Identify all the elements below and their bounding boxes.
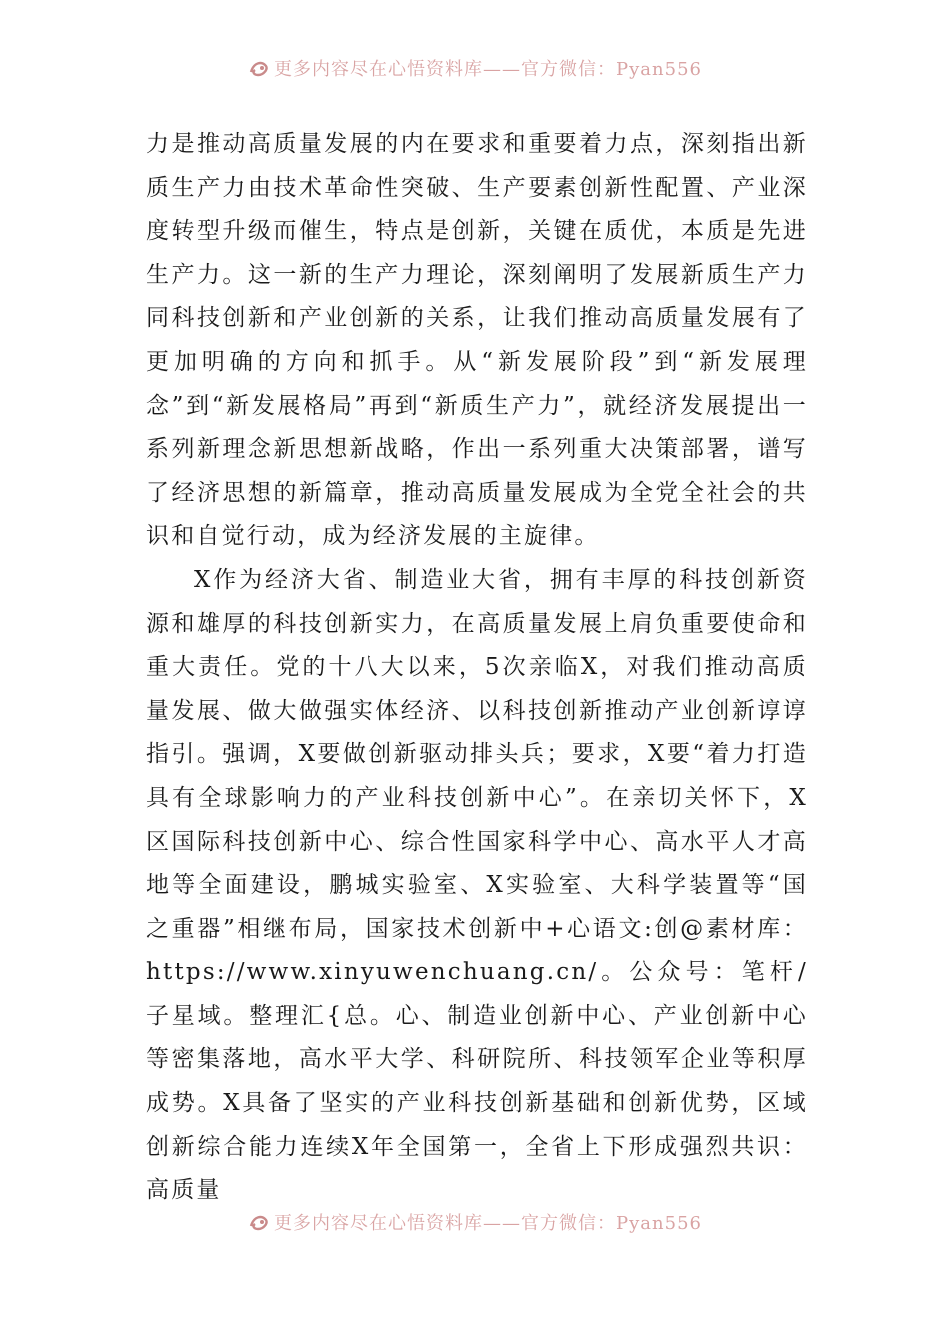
footer-watermark-text: 更多内容尽在心悟资料库——官方微信：Pyan556 bbox=[274, 1213, 702, 1234]
footer-watermark-banner bbox=[0, 1212, 950, 1236]
watermark-logo-icon bbox=[248, 60, 270, 78]
document-body bbox=[146, 123, 808, 1213]
watermark-logo-icon bbox=[248, 1214, 270, 1232]
header-watermark-text: 更多内容尽在心悟资料库——官方微信：Pyan556 bbox=[274, 59, 702, 80]
paragraph-continuation: 力是推动高质量发展的内在要求和重要着力点，深刻指出新质生产力由技术革命性突破、生产要素创新性配置、产业深度转型升级而催生，特点是创新，关键在质优，本质是先进生产力。这一新的生产力理论，深刻阐明了发展新质生产力同科技创新和产业创新的关系，让我们推动高质量发展有了更加明确的方向和抓手。从“新发展阶段”到“新发展理念”到“新发展格局”再到“新质生产力”，就经济发展提出一系列新理念新思想新战略，作出一系列重大决策部署，谱写了经济思想的新篇章，推动高质量发展成为全党全社会的共识和自觉行动，成为经济发展的主旋律。 bbox=[146, 131, 808, 550]
header-watermark-banner bbox=[0, 58, 950, 82]
paragraph-x-province: X作为经济大省、制造业大省，拥有丰厚的科技创新资源和雄厚的科技创新实力，在高质量发展上肩负重要使命和重大责任。党的十八大以来，5次亲临X，对我们推动高质量发展、做大做强实体经济、以科技创新推动产业创新谆谆指引。强调，X要做创新驱动排头兵；要求，X要“着力打造具有全球影响力的产业科技创新中心”。在亲切关怀下，X区国际科技创新中心、综合性国家科学中心、高水平人才高地等全面建设，鹏城实验室、X实验室、大科学装置等“国之重器”相继布局，国家技术创新中+心语文:创@素材库：https://www.xinyuwenchuang.cn/。公众号：笔杆/子星域。整理汇{总。心、制造业创新中心、产业创新中心等密集落地，高水平大学、科研院所、科技领军企业等积厚成势。X具备了坚实的产业科技创新基础和创新优势，区域创新综合能力连续X年全国第一，全省上下形成强烈共识：高质量 bbox=[146, 566, 808, 1204]
